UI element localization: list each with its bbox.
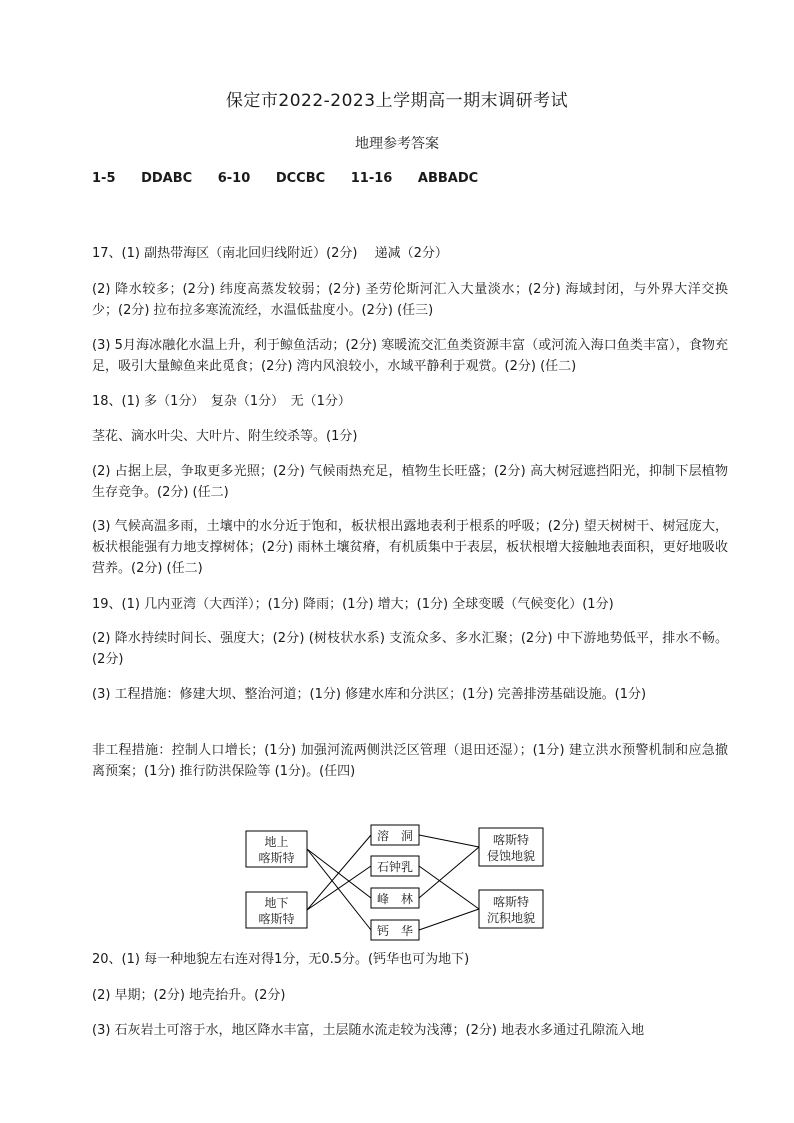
link-tufa-deposition xyxy=(419,909,479,930)
label-tufa: 钙 华 xyxy=(376,924,414,938)
link-surface-tufa xyxy=(307,849,371,930)
page-title: 保定市2022-2023上学期高一期末调研考试 xyxy=(225,91,569,111)
label-surface-line1: 地上 xyxy=(264,835,289,849)
label-deposition-line1: 喀斯特 xyxy=(492,895,530,909)
link-cave-erosion xyxy=(419,835,479,847)
q18-part3: (3) 气候高温多雨，土壤中的水分近于饱和，板状根出露地表利于根系的呼吸；(2分) 望天树树干、树冠庞大，板状根能强有力地支撑树体；(2分) 雨林土壤贫瘠，有机质集中于表层，板状根增大接触地表面积，更好地吸收营养。(2分) (任二) xyxy=(92,519,728,576)
label-surface-line2: 喀斯特 xyxy=(258,851,295,865)
q19-part3-engineering: (3) 工程措施：修建大坝、整治河道；(1分) 修建水库和分洪区；(1分) 完善排涝基础设施。(1分) xyxy=(92,687,647,702)
label-erosion-line2: 侵蚀地貌 xyxy=(486,849,536,863)
multiple-choice-answers: 1-5 DDABC 6-10 DCCBC 11-16 ABBADC xyxy=(92,171,479,186)
q19-part3-nonengineering: 非工程措施：控制人口增长；(1分) 加强河流两侧洪泛区管理（退田还湿）；(1分) 建立洪水预警机制和应急撤离预案；(1分) 推行防洪保险等 (1分)。(任四) xyxy=(92,743,728,779)
link-surface-peak-forest xyxy=(307,849,371,898)
q20-part1: 20、(1) 每一种地貌左右连对得1分，无0.5分。(钙华也可为地下) xyxy=(92,952,470,967)
q18-part2: (2) 占据上层，争取更多光照；(2分) 气候雨热充足，植物生长旺盛；(2分) 高大树冠遮挡阳光，抑制下层植物生存竞争。(2分) (任二) xyxy=(92,464,728,500)
q20-part3: (3) 石灰岩土可溶于水，地区降水丰富，土层随水流走较为浅薄；(2分) 地表水多通过孔隙流入地 xyxy=(92,1023,645,1038)
page-subtitle: 地理参考答案 xyxy=(355,136,439,152)
label-peak-forest: 峰 林 xyxy=(376,892,414,906)
q17-part1: 17、(1) 副热带海区（南北回归线附近）(2分) 递减（2分） xyxy=(92,246,448,261)
label-underground-line2: 喀斯特 xyxy=(258,912,295,926)
label-stalactite: 石钟乳 xyxy=(376,860,414,874)
q19-part2: (2) 降水持续时间长、强度大；(2分) (树枝状水系) 支流众多、多水汇聚；(2分) 中下游地势低平，排水不畅。(2分) xyxy=(92,631,728,667)
q18-part1: 18、(1) 多（1分） 复杂（1分） 无（1分） xyxy=(92,394,351,409)
q19-part1: 19、(1) 几内亚湾（大西洋）；(1分) 降雨；(1分) 增大；(1分) 全球变暖（气候变化）(1分) xyxy=(92,597,614,612)
q17-part3: (3) 5月海冰融化水温上升，利于鲸鱼活动；(2分) 寒暖流交汇鱼类资源丰富（或河流入海口鱼类丰富），食物充足，吸引大量鲸鱼来此觅食；(2分) 湾内风浪较小，水域平静利于观赏。(2分) (任二) xyxy=(92,338,728,374)
label-erosion-line1: 喀斯特 xyxy=(492,833,530,847)
label-underground-line1: 地下 xyxy=(264,896,289,910)
q18-part1-extra: 茎花、滴水叶尖、大叶片、附生绞杀等。(1分) xyxy=(92,429,358,444)
q17-part2: (2) 降水较多；(2分) 纬度高蒸发较弱；(2分) 圣劳伦斯河汇入大量淡水；(2分) 海域封闭，与外界大洋交换少；(2分) 拉布拉多寒流流经，水温低盐度小。(2分) (任三) xyxy=(92,282,728,318)
q20-part2: (2) 早期；(2分) 地壳抬升。(2分) xyxy=(92,988,286,1003)
label-karst-cave: 溶 洞 xyxy=(376,829,414,843)
karst-matching-diagram xyxy=(240,820,550,944)
label-deposition-line2: 沉积地貌 xyxy=(486,911,536,925)
